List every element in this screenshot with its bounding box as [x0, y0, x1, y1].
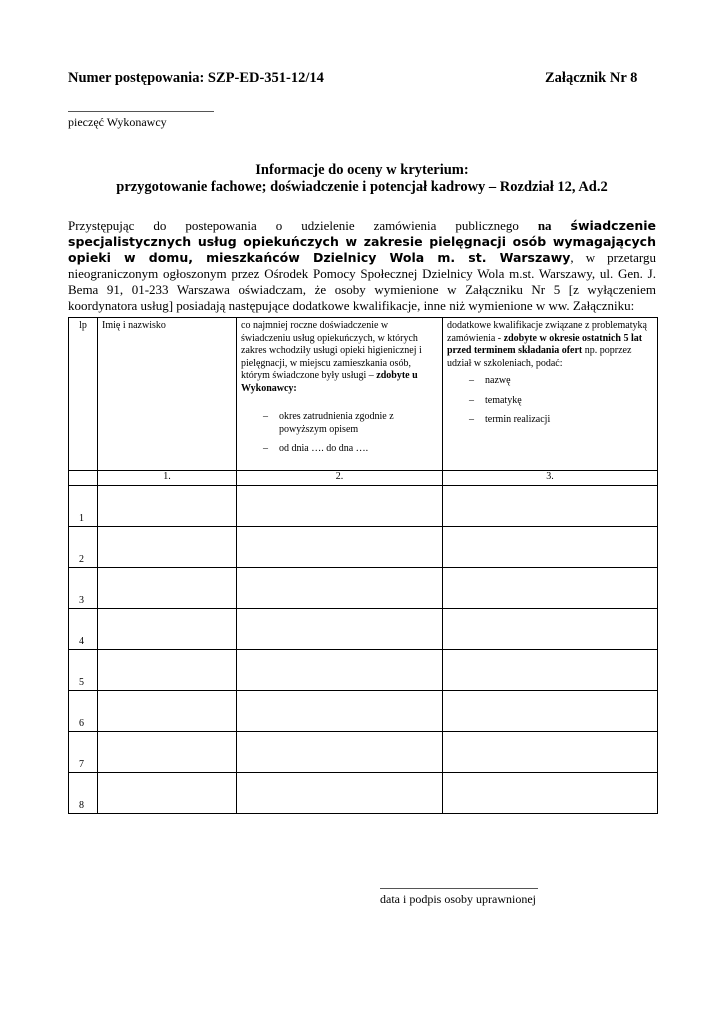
- experience-cell: [237, 773, 443, 814]
- qualification-item-2: – tematykę: [447, 395, 653, 408]
- qualifications-cell: [443, 732, 658, 773]
- qualifications-cell: [443, 691, 658, 732]
- experience-cell: [237, 568, 443, 609]
- qualifications-text-2: np. poprzez udział w szkoleniach, podać:: [447, 345, 632, 369]
- experience-text: co najmniej roczne doświadczenie w świadczeniu usług opiekuńczych, w których zakres wchodziły usługi opieki higienicznej i pielęgnacji, w miejscu zamieszkania osób, którym świadczone były usługi –: [241, 320, 422, 381]
- experience-cell: [237, 527, 443, 568]
- header-name: Imię i nazwisko: [98, 318, 237, 471]
- intro-service-name: świadczenie specjalistycznych usług opiekuńczych w zakresie pielęgnacji osób wymagających opieki w domu, mieszkańców Dzielnicy Wola m. st. Warszawy: [68, 218, 656, 265]
- qualifications-text: dodatkowe kwalifikacje związane z problematyką zamówienia -: [447, 320, 647, 344]
- table-row: [69, 609, 658, 650]
- table-row: [69, 650, 658, 691]
- row-number: 3: [69, 568, 98, 609]
- experience-cell: [237, 650, 443, 691]
- table-row: [69, 568, 658, 609]
- intro-text-2: na: [537, 218, 571, 233]
- header-experience: [237, 318, 443, 471]
- row-number: 4: [69, 609, 98, 650]
- qualifications-bold: zdobyte w okresie ostatnich 5 lat przed terminem składania ofert: [447, 332, 643, 356]
- name-cell: [98, 691, 237, 732]
- qualifications-table: [68, 317, 658, 814]
- name-cell: [98, 568, 237, 609]
- title-line-1: Informacje do oceny w kryterium:: [255, 162, 469, 178]
- table-row: [69, 486, 658, 527]
- row-number: 2: [69, 527, 98, 568]
- table-header-row: [69, 318, 658, 471]
- table-row: [69, 773, 658, 814]
- experience-cell: [237, 691, 443, 732]
- qualifications-cell: [443, 568, 658, 609]
- experience-cell: [237, 609, 443, 650]
- name-cell: [98, 732, 237, 773]
- table-row: [69, 732, 658, 773]
- attachment-number: Załącznik Nr 8: [545, 70, 638, 86]
- row-number: 8: [69, 773, 98, 814]
- qualifications-cell: [443, 650, 658, 691]
- intro-text-3: , w przetargu nieograniczonym ogłoszonym przez Ośrodek Pomocy Społecznej Dzielnicy Wola m.st. Warszawy, ul. Gen. J. Bema 91, 01-233 Warszawa oświadczam, że osoby wymienione w Załączniku Nr 5 [z wyłączeniem koordynatora usług] posiadają następujące dodatkowe kwalifikacje, inne niż wymienione w ww. Załączniku:: [68, 250, 656, 313]
- row-number: 6: [69, 691, 98, 732]
- name-cell: [98, 486, 237, 527]
- qualifications-cell: [443, 486, 658, 527]
- row-number: 1: [69, 486, 98, 527]
- header-qualifications: [443, 318, 658, 471]
- name-cell: [98, 773, 237, 814]
- name-cell: [98, 609, 237, 650]
- column-number-3: 3.: [443, 471, 658, 486]
- title-line-2: przygotowanie fachowe; doświadczenie i potencjał kadrowy – Rozdział 12, Ad.2: [116, 179, 608, 195]
- experience-bold: zdobyte u Wykonawcy:: [241, 370, 418, 394]
- qualifications-cell: [443, 609, 658, 650]
- intro-paragraph: [68, 218, 656, 314]
- stamp-line: [68, 111, 214, 112]
- intro-text-1: Przystępując do postepowania o udzielenie zamówienia publicznego: [68, 218, 538, 233]
- signature-label: data i podpis osoby uprawnionej: [380, 892, 536, 906]
- signature-line: [380, 888, 538, 889]
- column-number-1: 1.: [98, 471, 237, 486]
- header-lp: lp: [69, 318, 98, 471]
- row-number: 5: [69, 650, 98, 691]
- stamp-label: pieczęć Wykonawcy: [68, 115, 167, 129]
- column-number-lp: [69, 471, 98, 486]
- column-number-2: 2.: [237, 471, 443, 486]
- experience-item-1: – okres zatrudnienia zgodnie z powyższym opisem: [241, 411, 438, 436]
- name-cell: [98, 527, 237, 568]
- qualifications-cell: [443, 773, 658, 814]
- table-row: [69, 527, 658, 568]
- name-cell: [98, 650, 237, 691]
- experience-cell: [237, 486, 443, 527]
- case-number: Numer postępowania: SZP-ED-351-12/14: [68, 70, 324, 86]
- experience-cell: [237, 732, 443, 773]
- qualification-item-1: – nazwę: [447, 375, 653, 388]
- qualifications-cell: [443, 527, 658, 568]
- column-number-row: [69, 471, 658, 486]
- row-number: 7: [69, 732, 98, 773]
- table-row: [69, 691, 658, 732]
- qualification-item-3: – termin realizacji: [447, 414, 653, 427]
- experience-item-2: – od dnia …. do dna ….: [241, 443, 438, 456]
